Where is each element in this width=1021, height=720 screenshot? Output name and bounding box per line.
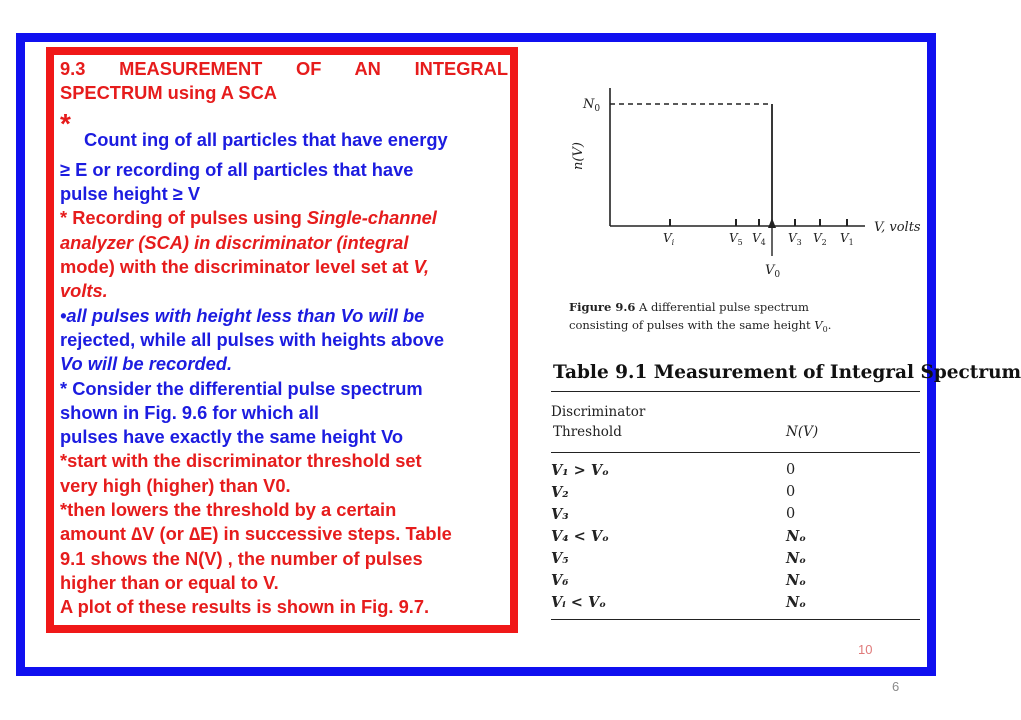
para-5-line-1: *start with the discriminator threshold set	[60, 450, 422, 472]
para-2-b: Single-channel	[306, 207, 437, 229]
v0-label: $V_0$	[765, 263, 781, 280]
asterisk-bullet: *	[60, 107, 71, 139]
para-2-line-4: volts.	[60, 280, 108, 302]
nv-cell: 0	[786, 506, 796, 522]
nv-cell: Nₒ	[786, 572, 807, 589]
para-3-line-1: •all pulses with height less than Vo will be	[60, 304, 425, 326]
para-2-a: Recording of pulses using	[72, 207, 307, 229]
para-4-line-3: pulses have exactly the same height Vo	[60, 426, 404, 448]
para-6-line-4: higher than or equal to V.	[60, 571, 279, 593]
tick-v2-label: $V_2$	[813, 231, 827, 247]
para-6-line-1: *then lowers the threshold by a certain	[60, 499, 397, 521]
para-2-line-2: analyzer (SCA) in discriminator (integral	[60, 231, 409, 253]
table-title: Table 9.1 Measurement of Integral Spectrum	[553, 362, 1021, 383]
nv-cell: 0	[786, 462, 796, 478]
table-header-nv: N(V)	[786, 424, 819, 440]
para-2-line-3	[60, 255, 508, 279]
para-6-line-3: 9.1 shows the N(V) , the number of pulses	[60, 547, 423, 569]
nv-cell: Nₒ	[786, 528, 807, 545]
para-4-line-2: shown in Fig. 9.6 for which all	[60, 401, 320, 423]
figure-caption-line-2: consisting of pulses with the same height $V_0$.	[569, 318, 832, 334]
tick-v5-label: $V_5$	[729, 231, 743, 247]
n0-label: $N_0$	[583, 97, 601, 114]
tick-vi-label: $V_i$	[663, 231, 675, 247]
threshold-cell: V₄ < Vₒ	[551, 528, 609, 545]
x-axis-label: V, volts	[874, 220, 921, 235]
para-2-star: *	[60, 207, 73, 229]
section-title	[60, 57, 508, 81]
table-header-rule	[551, 452, 920, 453]
tick-v1-label: $V_1$	[840, 231, 854, 247]
threshold-cell: Vᵢ < Vₒ	[551, 594, 606, 611]
tick-v3-label: $V_3$	[788, 231, 802, 247]
section-title-line-2	[60, 81, 508, 105]
para-1-line-2: ≥ E or recording of all particles that have	[60, 158, 414, 180]
para-5-line-2: very high (higher) than V0.	[60, 474, 291, 496]
table-header-threshold-line-2: Threshold	[553, 424, 622, 440]
threshold-cell: V₂	[551, 484, 569, 501]
para-6-line-5: A plot of these results is shown in Fig. 9.7.	[60, 596, 430, 618]
nv-cell: Nₒ	[786, 594, 807, 611]
para-3-line-3: Vo will be recorded.	[60, 353, 233, 375]
para-2-line-1	[60, 206, 508, 230]
figure-caption-line-1: Figure 9.6 A differential pulse spectrum	[569, 300, 809, 314]
para-1-line-1: Count ing of all particles that have energy	[84, 128, 448, 150]
para-4-line-1: * Consider the differential pulse spectrum	[60, 377, 423, 399]
title-line-2: SPECTRUM using A SCA	[60, 82, 278, 104]
nv-cell: 0	[786, 484, 796, 500]
slide-number: 10	[858, 642, 873, 657]
threshold-cell: V₅	[551, 550, 569, 567]
tick-v4-label: $V_4$	[752, 231, 766, 247]
threshold-cell: V₃	[551, 506, 569, 523]
threshold-cell: V₆	[551, 572, 569, 589]
page-number: 6	[892, 679, 900, 694]
para-2-line-3a: mode) with the discriminator level set at	[60, 256, 414, 278]
table-bottom-rule	[551, 619, 920, 620]
y-axis-label: n(V)	[571, 142, 586, 170]
text-panel	[46, 47, 518, 633]
para-2-line-3b: V,	[413, 256, 430, 278]
table-top-rule	[551, 391, 920, 392]
table-header-threshold-line-1: Discriminator	[551, 404, 646, 420]
threshold-cell: V₁ > Vₒ	[551, 462, 609, 479]
para-6-line-2: amount ∆V (or ∆E) in successive steps. Table	[60, 523, 452, 545]
para-1-line-3: pulse height ≥ V	[60, 183, 201, 205]
para-3-line-2: rejected, while all pulses with heights above	[60, 328, 445, 350]
title-line-1: 9.3 MEASUREMENT OF AN INTEGRAL	[60, 58, 508, 79]
nv-cell: Nₒ	[786, 550, 807, 567]
